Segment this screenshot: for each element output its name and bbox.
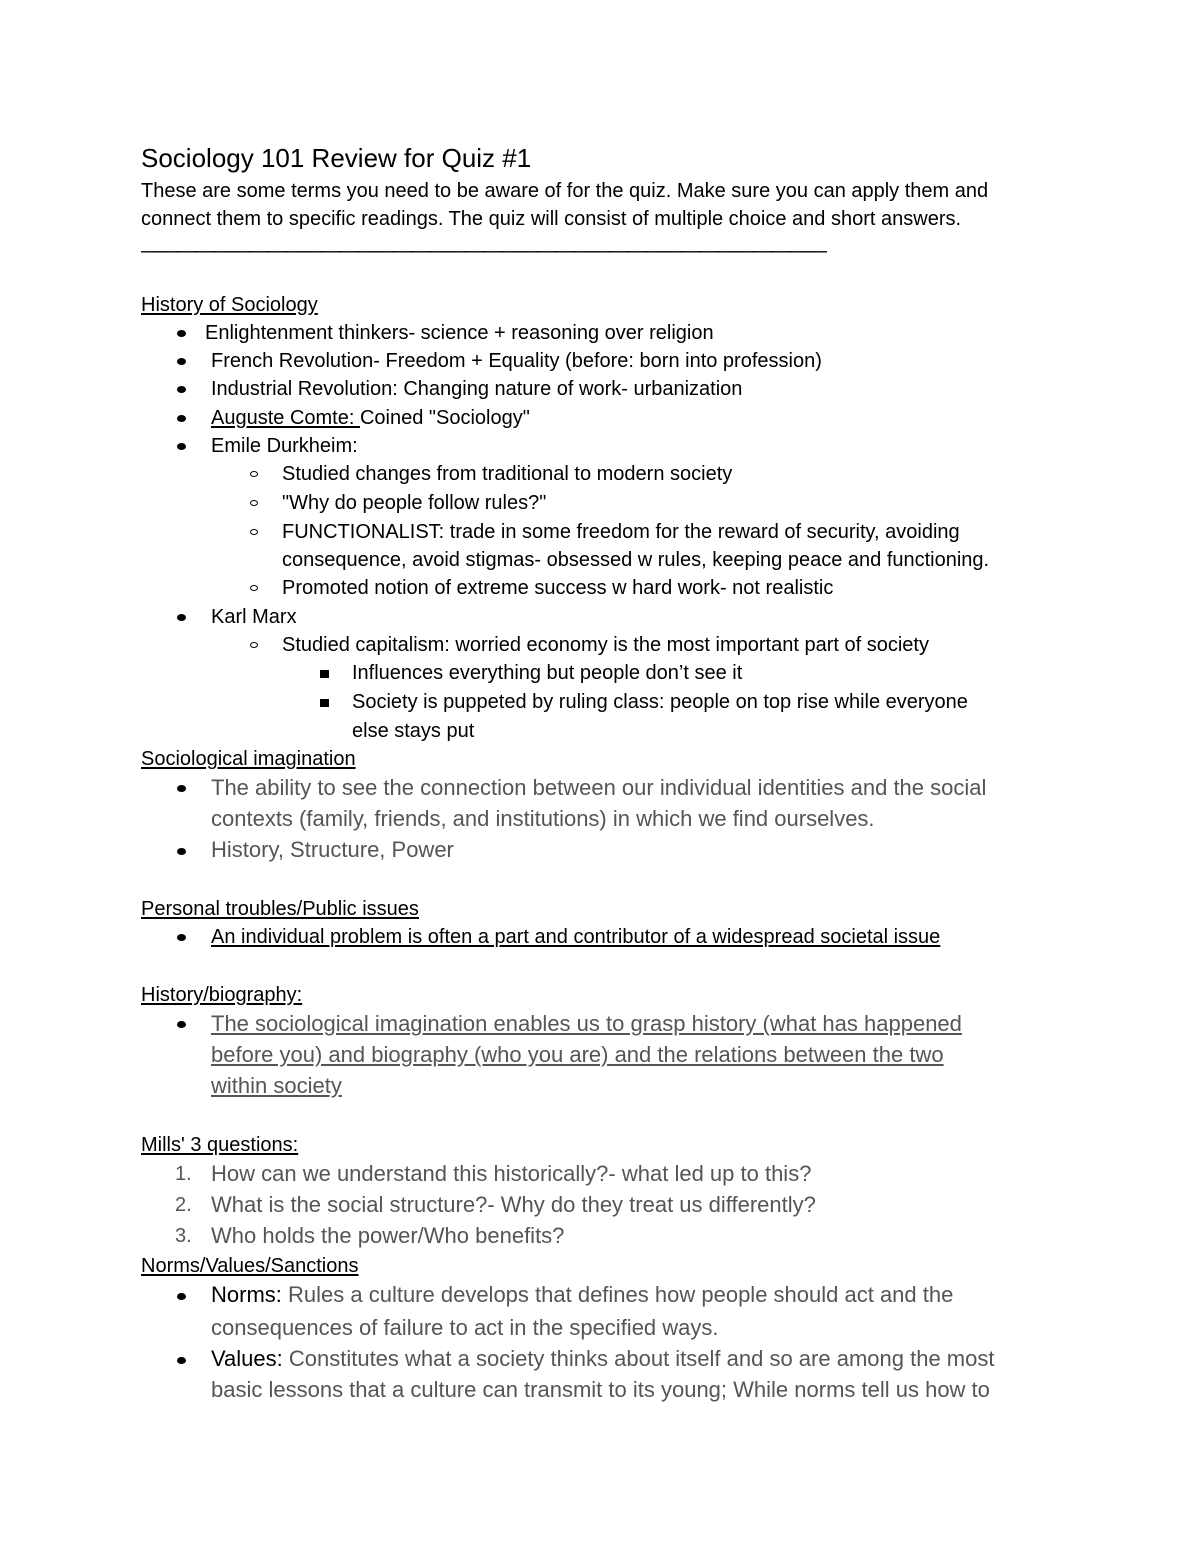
section-heading-norms: Norms/Values/Sanctions: [141, 1255, 359, 1277]
values-text: Constitutes what a society thinks about itself and so are among the most: [288, 1346, 995, 1371]
norms-bullet-line-1: [211, 1282, 953, 1308]
bullet-dot-icon: [177, 1357, 186, 1364]
marx-subitem-1: Influences everything but people don’t see it: [352, 662, 743, 684]
marx-subitem-2-line-1: Society is puppeted by ruling class: people on top rise while everyone: [352, 691, 968, 713]
intro-line-1: These are some terms you need to be aware of for the quiz. Make sure you can apply them and: [141, 180, 989, 202]
bullet-circle-icon: [250, 529, 258, 535]
history-bullet-industrial-revolution: Industrial Revolution: Changing nature of work- urbanization: [211, 378, 743, 400]
divider-rule: ——————————————————————————————————————: [141, 240, 825, 262]
bullet-square-icon: [320, 699, 329, 707]
imagination-bullet-1-line-2: contexts (family, friends, and institutions) in which we find ourselves.: [211, 806, 875, 831]
intro-line-2: connect them to specific readings. The quiz will consist of multiple choice and short answers.: [141, 208, 962, 230]
bullet-dot-icon: [177, 1021, 186, 1028]
bullet-circle-icon: [250, 642, 258, 648]
bullet-dot-icon: [177, 330, 186, 337]
norms-text: Rules a culture develops that defines how people should act and the: [288, 1282, 954, 1307]
list-number: 2.: [175, 1194, 192, 1216]
history-bullet-comte: [211, 407, 530, 430]
imagination-bullet-1-line-1: The ability to see the connection between our individual identities and the social: [211, 775, 987, 800]
bullet-circle-icon: [250, 500, 258, 506]
values-bullet-line-1: [211, 1346, 994, 1372]
bullet-dot-icon: [177, 848, 186, 855]
norms-label: Norms:: [211, 1282, 288, 1307]
durkheim-item-2: "Why do people follow rules?": [282, 492, 547, 514]
bullet-circle-icon: [250, 585, 258, 591]
section-heading-troubles: Personal troubles/Public issues: [141, 898, 419, 920]
history-bullet-enlightenment: Enlightenment thinkers- science + reasoning over religion: [205, 322, 714, 344]
biography-bullet-line-2: before you) and biography (who you are) and the relations between the two: [211, 1042, 944, 1067]
durkheim-item-3-line-2: consequence, avoid stigmas- obsessed w rules, keeping peace and functioning.: [282, 549, 990, 571]
durkheim-item-1: Studied changes from traditional to modern society: [282, 463, 733, 485]
bullet-circle-icon: [250, 471, 258, 477]
comte-name: Auguste Comte:: [211, 407, 360, 429]
biography-bullet-line-1: The sociological imagination enables us to grasp history (what has happened: [211, 1011, 962, 1036]
list-number: 3.: [175, 1225, 192, 1247]
history-bullet-french-revolution: French Revolution- Freedom + Equality (before: born into profession): [211, 350, 822, 372]
durkheim-item-4: Promoted notion of extreme success w hard work- not realistic: [282, 577, 834, 599]
bullet-dot-icon: [177, 934, 186, 941]
mills-question-2: What is the social structure?- Why do they treat us differently?: [211, 1192, 816, 1217]
bullet-dot-icon: [177, 358, 186, 365]
troubles-bullet-1: An individual problem is often a part and contributor of a widespread societal issue: [211, 926, 941, 948]
section-heading-imagination: Sociological imagination: [141, 748, 356, 770]
norms-bullet-line-2: consequences of failure to act in the specified ways.: [211, 1315, 719, 1340]
mills-question-1: How can we understand this historically?- what led up to this?: [211, 1161, 812, 1186]
bullet-dot-icon: [177, 785, 186, 792]
bullet-square-icon: [320, 670, 329, 678]
values-label: Values:: [211, 1346, 289, 1371]
durkheim-item-3-line-1: FUNCTIONALIST: trade in some freedom for the reward of security, avoiding: [282, 521, 960, 543]
bullet-dot-icon: [177, 614, 186, 621]
biography-bullet-line-3: within society: [211, 1073, 342, 1098]
values-bullet-line-2: basic lessons that a culture can transmit to its young; While norms tell us how to: [211, 1377, 990, 1402]
bullet-dot-icon: [177, 386, 186, 393]
history-bullet-marx: Karl Marx: [211, 606, 297, 628]
bullet-dot-icon: [177, 415, 186, 422]
imagination-bullet-2: History, Structure, Power: [211, 837, 454, 862]
list-number: 1.: [175, 1163, 192, 1185]
marx-item-1: Studied capitalism: worried economy is the most important part of society: [282, 634, 929, 656]
section-heading-mills: Mills' 3 questions:: [141, 1134, 299, 1156]
section-heading-history: History of Sociology: [141, 294, 318, 316]
comte-text: Coined "Sociology": [359, 407, 530, 429]
page-title: Sociology 101 Review for Quiz #1: [141, 143, 532, 173]
history-bullet-durkheim: Emile Durkheim:: [211, 435, 358, 457]
bullet-dot-icon: [177, 443, 186, 450]
marx-subitem-2-line-2: else stays put: [352, 720, 475, 742]
mills-question-3: Who holds the power/Who benefits?: [211, 1223, 565, 1248]
bullet-dot-icon: [177, 1293, 186, 1300]
section-heading-biography: History/biography:: [141, 984, 303, 1006]
